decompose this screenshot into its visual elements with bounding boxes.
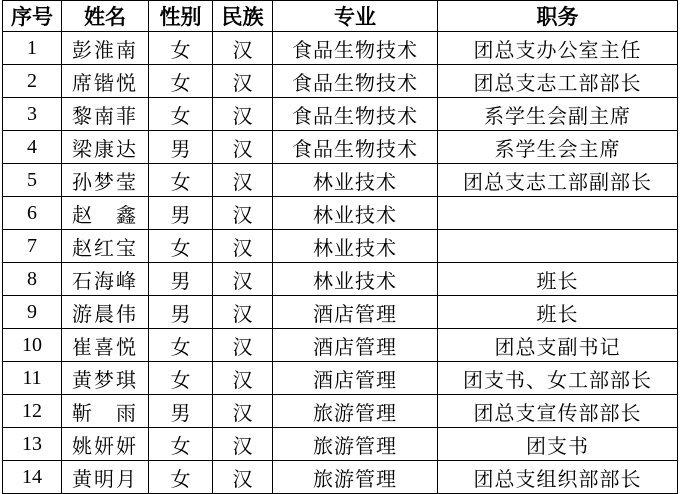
table-row <box>3 32 678 65</box>
cell-position: 团总支办公室主任 <box>438 32 678 65</box>
cell-position: 团总支志工部部长 <box>438 65 678 98</box>
cell-major: 食品生物技术 <box>273 32 438 65</box>
cell-gender: 女 <box>149 230 213 263</box>
cell-gender: 女 <box>149 428 213 461</box>
cell-name: 崔喜悦 <box>62 329 149 362</box>
cell-gender: 女 <box>149 98 213 131</box>
cell-name: 赵红宝 <box>62 230 149 263</box>
cell-ethnicity: 汉 <box>213 263 273 296</box>
cell-ethnicity: 汉 <box>213 362 273 395</box>
cell-gender: 男 <box>149 131 213 164</box>
cell-gender: 女 <box>149 164 213 197</box>
cell-major: 食品生物技术 <box>273 65 438 98</box>
cell-name: 游晨伟 <box>62 296 149 329</box>
header-index: 序号 <box>3 1 62 32</box>
cell-index: 10 <box>3 329 62 362</box>
cell-name: 石海峰 <box>62 263 149 296</box>
cell-name: 黄明月 <box>62 461 149 494</box>
cell-major: 酒店管理 <box>273 296 438 329</box>
cell-ethnicity: 汉 <box>213 296 273 329</box>
cell-major: 旅游管理 <box>273 428 438 461</box>
table-row <box>3 296 678 329</box>
cell-major: 旅游管理 <box>273 395 438 428</box>
header-name: 姓名 <box>62 1 149 32</box>
cell-name: 梁康达 <box>62 131 149 164</box>
cell-ethnicity: 汉 <box>213 65 273 98</box>
cell-index: 9 <box>3 296 62 329</box>
cell-gender: 男 <box>149 263 213 296</box>
table-row <box>3 65 678 98</box>
cell-major: 食品生物技术 <box>273 98 438 131</box>
cell-index: 2 <box>3 65 62 98</box>
cell-major: 酒店管理 <box>273 362 438 395</box>
student-cadre-table <box>2 0 678 494</box>
cell-position: 团支书 <box>438 428 678 461</box>
cell-name: 彭淮南 <box>62 32 149 65</box>
cell-ethnicity: 汉 <box>213 395 273 428</box>
cell-major: 林业技术 <box>273 164 438 197</box>
cell-gender: 男 <box>149 395 213 428</box>
table-row <box>3 461 678 494</box>
table-row <box>3 230 678 263</box>
table-row <box>3 131 678 164</box>
header-gender: 性别 <box>149 1 213 32</box>
cell-name: 孙梦莹 <box>62 164 149 197</box>
cell-gender: 男 <box>149 197 213 230</box>
cell-major: 林业技术 <box>273 197 438 230</box>
cell-index: 5 <box>3 164 62 197</box>
cell-name: 席锴悦 <box>62 65 149 98</box>
cell-index: 8 <box>3 263 62 296</box>
cell-position: 系学生会主席 <box>438 131 678 164</box>
cell-ethnicity: 汉 <box>213 131 273 164</box>
table-row <box>3 263 678 296</box>
table-row <box>3 362 678 395</box>
cell-position <box>438 197 678 230</box>
cell-ethnicity: 汉 <box>213 32 273 65</box>
table-row <box>3 395 678 428</box>
cell-position: 团总支宣传部部长 <box>438 395 678 428</box>
cell-index: 7 <box>3 230 62 263</box>
cell-index: 11 <box>3 362 62 395</box>
table-row <box>3 329 678 362</box>
cell-ethnicity: 汉 <box>213 329 273 362</box>
header-ethnicity: 民族 <box>213 1 273 32</box>
cell-index: 3 <box>3 98 62 131</box>
header-position: 职务 <box>438 1 678 32</box>
cell-index: 14 <box>3 461 62 494</box>
cell-position: 班长 <box>438 263 678 296</box>
cell-index: 1 <box>3 32 62 65</box>
cell-name: 靳 雨 <box>62 395 149 428</box>
cell-position <box>438 230 678 263</box>
cell-ethnicity: 汉 <box>213 98 273 131</box>
cell-index: 4 <box>3 131 62 164</box>
header-row <box>3 1 678 32</box>
cell-major: 林业技术 <box>273 230 438 263</box>
cell-index: 6 <box>3 197 62 230</box>
cell-position: 班长 <box>438 296 678 329</box>
cell-gender: 女 <box>149 362 213 395</box>
cell-name: 姚妍妍 <box>62 428 149 461</box>
cell-ethnicity: 汉 <box>213 197 273 230</box>
table-row <box>3 428 678 461</box>
cell-index: 12 <box>3 395 62 428</box>
header-major: 专业 <box>273 1 438 32</box>
cell-ethnicity: 汉 <box>213 428 273 461</box>
cell-major: 酒店管理 <box>273 329 438 362</box>
cell-major: 林业技术 <box>273 263 438 296</box>
cell-ethnicity: 汉 <box>213 461 273 494</box>
cell-ethnicity: 汉 <box>213 230 273 263</box>
cell-position: 团支书、女工部部长 <box>438 362 678 395</box>
cell-gender: 女 <box>149 65 213 98</box>
cell-name: 黄梦琪 <box>62 362 149 395</box>
cell-position: 系学生会副主席 <box>438 98 678 131</box>
table-row <box>3 98 678 131</box>
cell-position: 团总支副书记 <box>438 329 678 362</box>
cell-position: 团总支组织部部长 <box>438 461 678 494</box>
cell-name: 赵 鑫 <box>62 197 149 230</box>
cell-gender: 女 <box>149 461 213 494</box>
table-row <box>3 164 678 197</box>
cell-index: 13 <box>3 428 62 461</box>
cell-gender: 女 <box>149 32 213 65</box>
table-row <box>3 197 678 230</box>
cell-position: 团总支志工部副部长 <box>438 164 678 197</box>
cell-ethnicity: 汉 <box>213 164 273 197</box>
cell-gender: 男 <box>149 296 213 329</box>
cell-gender: 女 <box>149 329 213 362</box>
cell-name: 黎南菲 <box>62 98 149 131</box>
table-body <box>3 32 678 494</box>
cell-major: 旅游管理 <box>273 461 438 494</box>
cell-major: 食品生物技术 <box>273 131 438 164</box>
